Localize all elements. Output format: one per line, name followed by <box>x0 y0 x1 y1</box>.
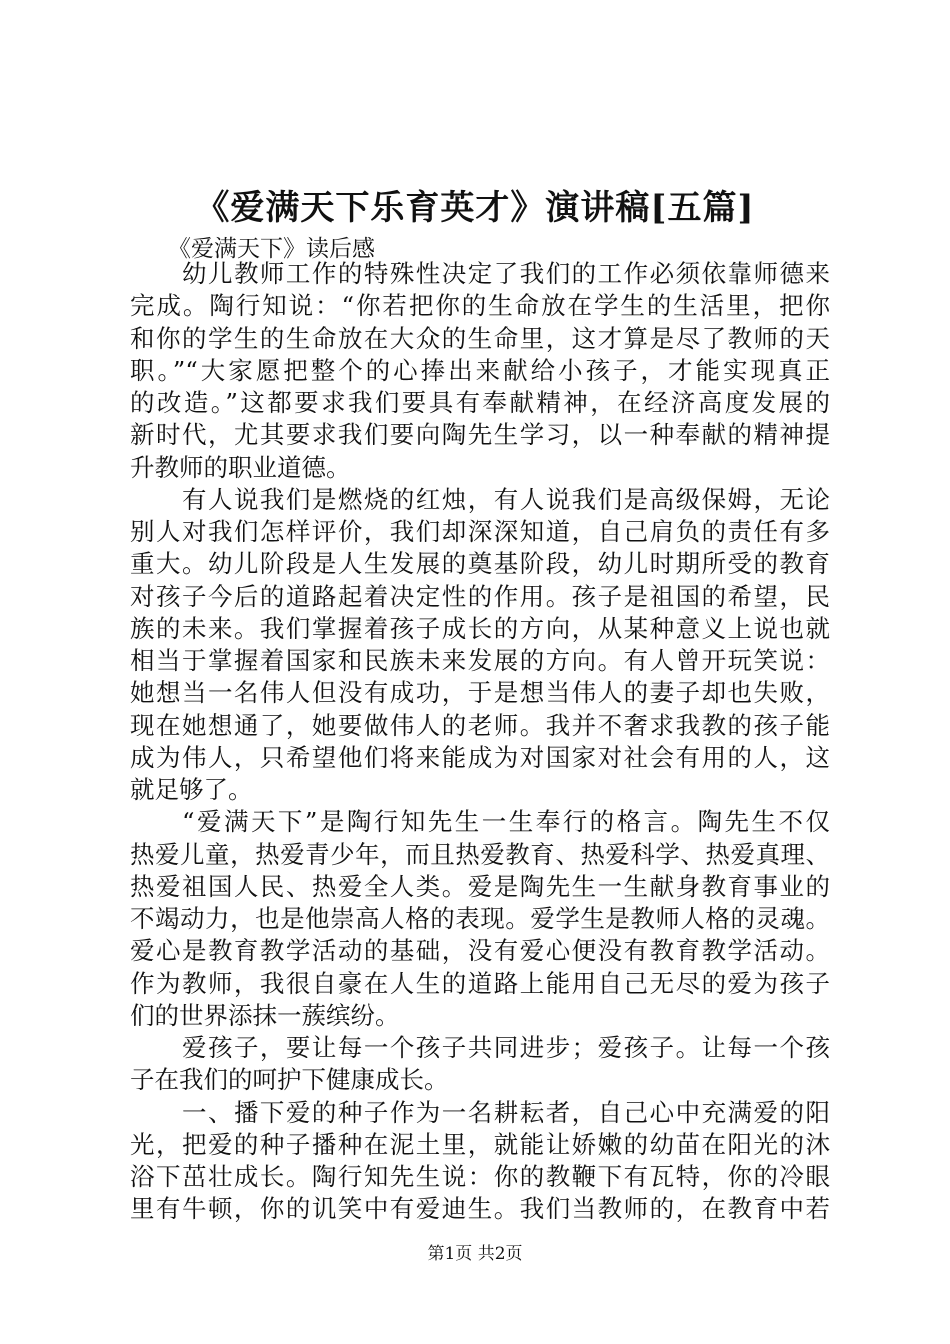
text-line: 浴下茁壮成长。陶行知先生说：你的教鞭下有瓦特，你的冷眼 <box>130 1162 830 1191</box>
text-line: 子在我们的呵护下健康成长。 <box>130 1065 449 1095</box>
text-line: 完成。陶行知说：“你若把你的生命放在学生的生活里，把你 <box>130 291 830 321</box>
text-line: 作为教师，我很自豪在人生的道路上能用自己无尽的爱为孩子 <box>130 968 830 998</box>
text-line: 新时代，尤其要求我们要向陶先生学习，以一种奉献的精神提 <box>130 420 830 450</box>
text-line: 职。”“大家愿把整个的心捧出来献给小孩子，才能实现真正 <box>130 355 830 385</box>
text-line: 不竭动力，也是他崇高人格的表现。爱学生是教师人格的灵魂。 <box>130 904 830 933</box>
document-title: 《爱满天下乐育英才》演讲稿[五篇] <box>195 188 755 228</box>
document-subtitle: 《爱满天下》读后感 <box>168 236 375 262</box>
page-footer: 第1页 共2页 <box>427 1244 523 1264</box>
text-line: 们的世界添抹一蔟缤纷。 <box>130 1000 400 1030</box>
text-line: 升教师的职业道德。 <box>130 452 351 482</box>
text-line: 光，把爱的种子播种在泥土里，就能让娇嫩的幼苗在阳光的沐 <box>130 1129 830 1159</box>
text-line: 别人对我们怎样评价，我们却深深知道，自己肩负的责任有多 <box>130 517 830 546</box>
text-line: 重大。幼儿阶段是人生发展的奠基阶段，幼儿时期所受的教育 <box>130 549 830 579</box>
text-line: 的改造。”这都要求我们要具有奉献精神，在经济高度发展的 <box>130 388 830 417</box>
text-line: 现在她想通了，她要做伟人的老师。我并不奢求我教的孩子能 <box>130 710 830 740</box>
text-line: 和你的学生的生命放在大众的生命里，这才算是尽了教师的天 <box>130 323 830 353</box>
text-line: 对孩子今后的道路起着决定性的作用。孩子是祖国的希望，民 <box>130 581 830 611</box>
document-body <box>130 258 830 1226</box>
text-line: 成为伟人，只希望他们将来能成为对国家对社会有用的人，这 <box>130 742 830 772</box>
text-line: “爱满天下”是陶行知先生一生奉行的格言。陶先生不仅 <box>182 807 830 837</box>
text-line: 幼儿教师工作的特殊性决定了我们的工作必须依靠师德来 <box>182 259 830 288</box>
text-line: 族的未来。我们掌握着孩子成长的方向，从某种意义上说也就 <box>130 613 830 643</box>
text-line: 一、播下爱的种子作为一名耕耘者，自己心中充满爱的阳 <box>182 1097 830 1127</box>
text-line: 热爱儿童，热爱青少年，而且热爱教育、热爱科学、热爱真理、 <box>130 839 830 869</box>
text-line: 热爱祖国人民、热爱全人类。爱是陶先生一生献身教育事业的 <box>130 871 830 901</box>
text-line: 里有牛顿，你的讥笑中有爱迪生。我们当教师的，在教育中若 <box>130 1194 830 1224</box>
text-line: 有人说我们是燃烧的红烛，有人说我们是高级保姆，无论 <box>182 484 830 514</box>
text-line: 爱心是教育教学活动的基础，没有爱心便没有教育教学活动。 <box>130 936 830 966</box>
text-line: 她想当一名伟人但没有成功，于是想当伟人的妻子却也失败， <box>130 678 830 708</box>
text-line: 爱孩子，要让每一个孩子共同进步；爱孩子。让每一个孩 <box>182 1033 830 1062</box>
text-line: 相当于掌握着国家和民族未来发展的方向。有人曾开玩笑说： <box>130 646 830 675</box>
text-line: 就足够了。 <box>130 775 253 804</box>
